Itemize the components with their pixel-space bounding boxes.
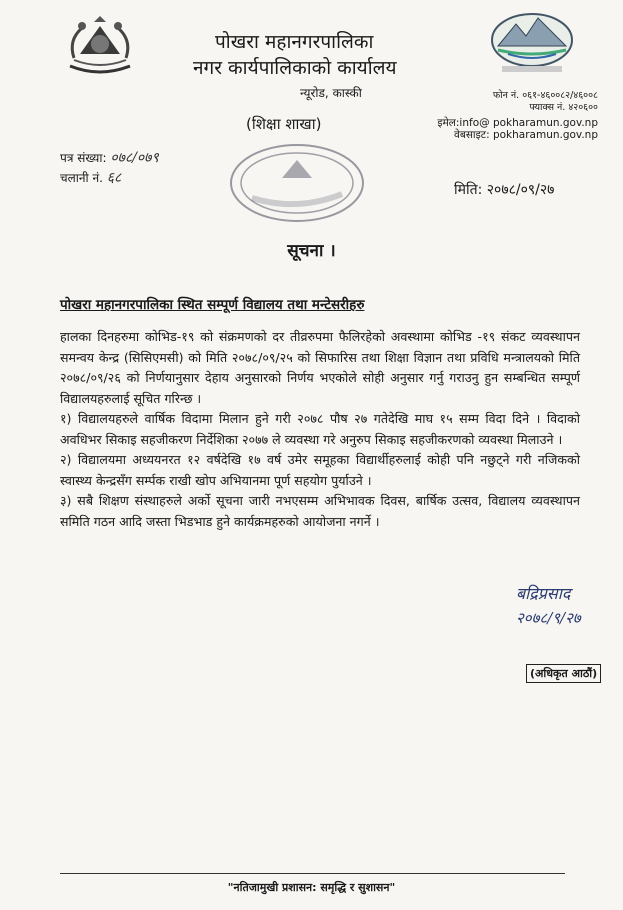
body-point-3: ३) सबै शिक्षण संस्थाहरुले अर्को सूचना जारी नभएसम्म अभिभावक दिवस, बार्षिक उत्सव, विद्यालय व्यवस्थापन समिति गठन आदि जस्ता भिडभाड हुने कार्यक्रमहरुको आयोजना नगर्ने । (60, 493, 580, 529)
signature-date: २०७८/९/२७ (516, 609, 581, 627)
patra-value: ०७८/०७९ (110, 150, 159, 166)
body-intro: हालका दिनहरुमा कोभिड-१९ को संक्रमणको दर तीव्ररुपमा फैलिरहेको अवस्थामा कोभिड -१९ संकट व्यवस्थापन समन्वय केन्द्र (सिसिएमसी) को मिति २०७८/०९/२५ को सिफारिस तथा शिक्षा विज्ञान तथा प्रविधि मन्त्रालयको मिति २०७८/०९/२६ को निर्णयानुसार देहाय अनुसारको निर्णय भएकोले सोही अनुसार गर्नु गराउनु हुन सम्बन्धित सम्पूर्ण विद्यालयहरुलाई सूचित गरिन्छ । (60, 329, 580, 406)
footer-divider (60, 873, 565, 874)
body-point-2: २) विद्यालयमा अध्ययनरत १२ वर्षदेखि १७ वर्ष उमेर समूहका विद्यार्थीहरुलाई कोही पनि नछुट्ने गरी नजिकको स्वास्थ्य केन्द्रसँग सर्म्पक राखी खोप अभियानमा पूर्ण सहयोग पुर्याउने । (60, 452, 580, 488)
signature-name: बद्रिप्रसाद (516, 584, 571, 603)
office-section: (शिक्षा शाखा) (246, 115, 322, 133)
chalani-value: ६८ (106, 170, 122, 186)
office-title-line1: पोखरा महानगरपालिका (215, 31, 374, 53)
chalani-number (60, 168, 121, 187)
office-location: न्यूरोड, कास्की (300, 86, 362, 100)
pokhara-metropolitan-logo-icon (486, 10, 578, 80)
chalani-label: चलानी नं. (60, 171, 103, 185)
patra-sankhya (60, 148, 159, 167)
letter-date: मिति: २०७८/०९/२७ (454, 182, 555, 198)
notice-body (60, 327, 580, 532)
contact-fax: फ्याक्स नं. ४२०६०० (529, 102, 598, 113)
patra-label: पत्र संख्या: (60, 151, 107, 165)
office-stamp-icon (222, 138, 372, 232)
body-point-1: १) विद्यालयहरुले वार्षिक विदामा मिलान हुने गरी २०७८ पौष २७ गतेदेखि माघ १५ सम्म विदा दिने । विदाको अवधिभर सिकाइ सहजीकरण निर्देशिका २०७७ ले व्यवस्था गरे अनुरुप सिकाइ सहजीकरणको व्यवस्था मिलाउने । (60, 411, 580, 447)
office-title-line2: नगर कार्यपालिकाको कार्यालय (193, 57, 397, 79)
contact-phone: फोन नं. ०६१-४६००८२/४६००८ (492, 90, 598, 101)
signatory-title: (अधिकृत आठौं) (526, 664, 601, 683)
notice-title: सूचना । (287, 241, 336, 261)
nepal-emblem-icon (60, 14, 140, 82)
signature-block (516, 582, 581, 628)
contact-email: इमेल:info@ pokharamun.gov.np (437, 117, 598, 129)
contact-website: वेबसाइट: pokharamun.gov.np (453, 129, 598, 141)
notice-subject: पोखरा महानगरपालिका स्थित सम्पूर्ण विद्यालय तथा मन्टेसरीहरु (60, 297, 365, 313)
footer-slogan: "नतिजामुखी प्रशासन: समृद्धि र सुशासन" (227, 881, 396, 894)
